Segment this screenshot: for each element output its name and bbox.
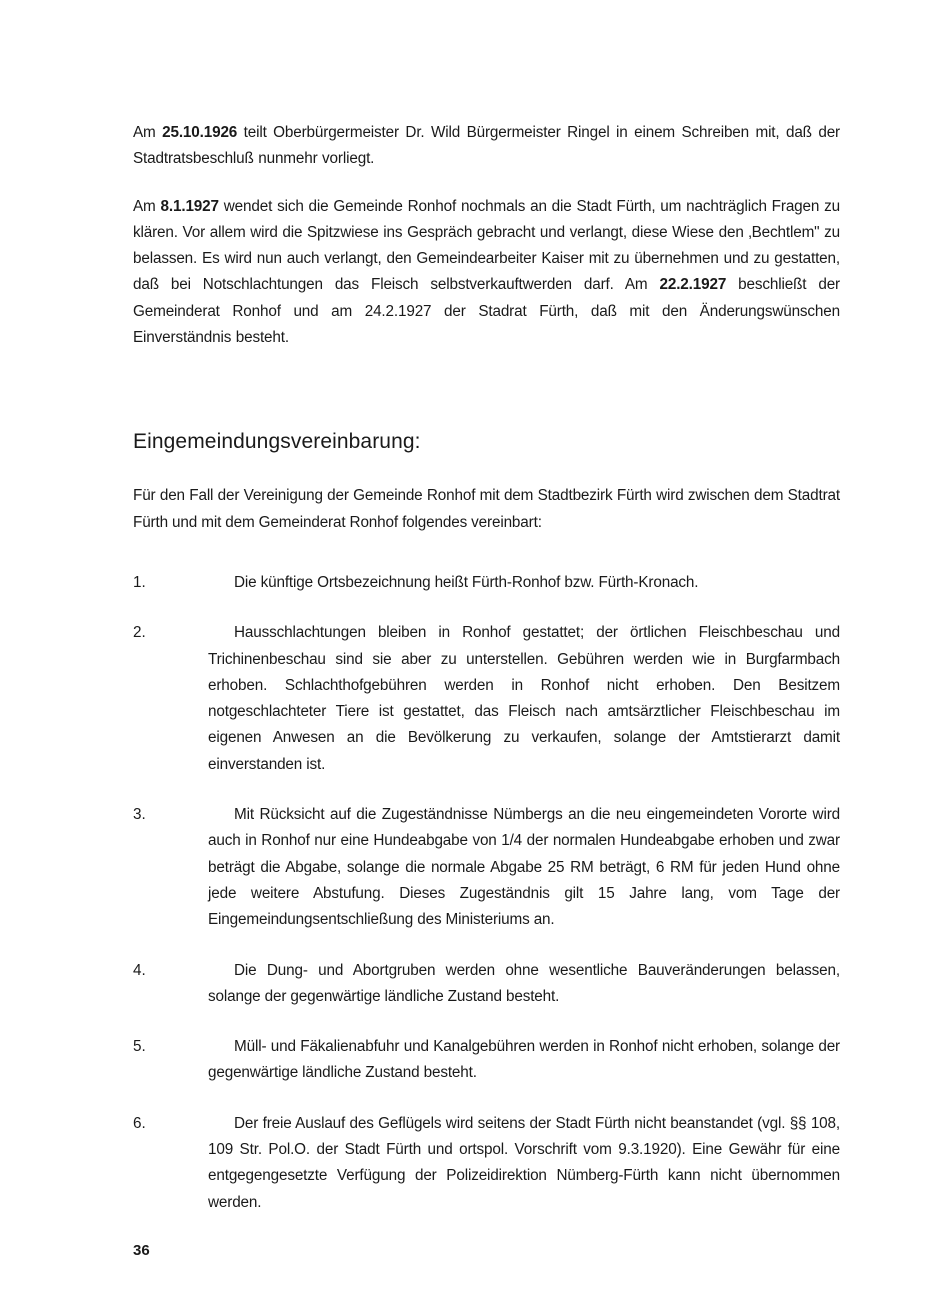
text-run: wendet sich die Gemeinde Ronhof nochmals an die Stadt Fürth, um nachträglich Fragen zu klären. Vor allem wird die Spitzwiese ins Gespräch gebracht und verlangt, diese Wiese den ‚Bechtlem" zu belassen. Es wird nun auch verlangt, den Gemeindearbeiter Kaiser mit zu übernehmen und zu gestatten, daß bei Notschlachtungen das Fleisch selbstverkauftwerden darf. Am bbox=[133, 197, 840, 294]
clause-number: 4. bbox=[133, 961, 146, 979]
clause-number: 3. bbox=[133, 806, 146, 824]
clause-item bbox=[133, 802, 840, 933]
section-intro: Für den Fall der Vereinigung der Gemeinde Ronhof mit dem Stadtbezirk Fürth wird zwischen dem Stadtrat Fürth und mit dem Gemeinderat Ronhof folgendes vereinbart: bbox=[133, 487, 840, 531]
page-number: 36 bbox=[133, 1242, 150, 1259]
clause-list bbox=[133, 570, 840, 1216]
clause-number: 5. bbox=[133, 1038, 146, 1056]
clause-item bbox=[133, 1111, 840, 1216]
date-emphasis: 8.1.1927 bbox=[160, 197, 219, 215]
clause-item bbox=[133, 620, 840, 778]
clause-item bbox=[133, 958, 840, 1011]
clause-text: Der freie Auslauf des Geflügels wird seitens der Stadt Fürth nicht beanstandet (vgl. §§ 108, 109 Str. Pol.O. der Stadt Fürth und ortspol. Vorschrift vom 9.3.1920). Eine Gewähr für eine entgegengesetzte Verfügung der Polizeidirektion Nümberg-Fürth kann nicht übernommen werden. bbox=[208, 1114, 840, 1211]
date-emphasis: 22.2.1927 bbox=[659, 276, 727, 294]
clause-text: Die Dung- und Abortgruben werden ohne wesentliche Bauveränderungen belassen, solange der gegenwärtige ländliche Zustand besteht. bbox=[208, 961, 840, 1005]
clause-text: Die künftige Ortsbezeichnung heißt Fürth-Ronhof bzw. Fürth-Kronach. bbox=[234, 573, 699, 591]
clause-text: Mit Rücksicht auf die Zugeständnisse Nümbergs an die neu eingemeindeten Vororte wird auch in Ronhof nur eine Hundeabgabe von 1/4 der normalen Hundeabgabe erhoben und zwar beträgt die Abgabe, solange die normale Abgabe 25 RM beträgt, 6 RM für jeden Hund ohne jede weitere Abstufung. Dieses Zugeständnis gilt 15 Jahre lang, vom Tage der Eingemeindungsentschließung des Ministeriums an. bbox=[208, 806, 840, 929]
clause-number: 1. bbox=[133, 573, 146, 591]
clause-item bbox=[133, 570, 840, 596]
paragraph bbox=[133, 120, 840, 173]
text-run: teilt Oberbürgermeister Dr. Wild Bürgermeister Ringel in einem Schreiben mit, daß der Stadtratsbeschluß nunmehr vorliegt. bbox=[133, 124, 840, 168]
clause-number: 6. bbox=[133, 1114, 146, 1132]
clause-text: Hausschlachtungen bleiben in Ronhof gestattet; der örtlichen Fleischbeschau und Trichinenbeschau sind sie aber zu unterstellen. Gebühren werden wie in Burgfarmbach erhoben. Schlachthofgebühren werden in Ronhof nicht erhoben. Den Besitzem notgeschlachteter Tiere ist gestattet, das Fleisch nach amtsärztlicher Fleischbeschau im eigenen Anwesen an die Bevölkerung zu verkaufen, solange der Amtstierarzt damit einverstanden ist. bbox=[208, 624, 840, 773]
section-title: Eingemeindungsvereinbarung: bbox=[133, 430, 421, 454]
date-emphasis: 25.10.1926 bbox=[162, 124, 238, 141]
text-run: beschließt der Gemeinderat Ronhof und am 24.2.1927 der Stadrat Fürth, daß mit den Änderungswünschen Einverständnis besteht. bbox=[133, 276, 840, 347]
intro-paragraphs bbox=[133, 120, 840, 351]
paragraph bbox=[133, 194, 840, 352]
clause-number: 2. bbox=[133, 624, 146, 642]
text-run: Am bbox=[133, 124, 163, 141]
clause-text: Müll- und Fäkalienabfuhr und Kanalgebühren werden in Ronhof nicht erhoben, solange der gegenwärtige ländliche Zustand besteht. bbox=[208, 1038, 840, 1082]
clause-item bbox=[133, 1034, 840, 1087]
text-run: Am bbox=[133, 197, 161, 215]
